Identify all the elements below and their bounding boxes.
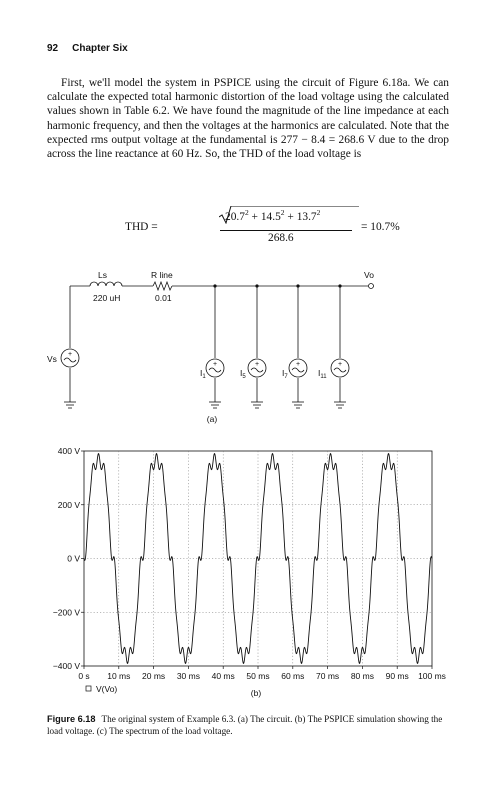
thd-equation — [47, 204, 449, 246]
legend-entry: V(Vo) — [96, 684, 118, 694]
svg-text:+: + — [212, 361, 218, 368]
equation-lhs: THD = — [125, 221, 158, 233]
plus-2: + — [287, 210, 294, 223]
source-label: Vs — [47, 354, 57, 364]
ticks — [53, 446, 446, 681]
equation-rhs: = 10.7% — [361, 221, 400, 233]
waveform-chart — [0, 440, 491, 702]
y-tick-label: −200 V — [52, 607, 80, 618]
svg-text:+: + — [295, 361, 301, 368]
resistor-symbol — [153, 282, 172, 290]
svg-text:+: + — [67, 351, 73, 358]
legend-marker — [86, 686, 91, 691]
current-source-label-7: $I_7$ — [282, 368, 288, 380]
figure-caption — [47, 714, 451, 737]
x-tick-label: 40 ms — [211, 671, 235, 681]
resistor-value: 0.01 — [155, 293, 172, 303]
term-2: 14.5 — [260, 210, 281, 223]
y-tick-label: −400 V — [52, 661, 80, 671]
x-tick-label: 50 ms — [246, 671, 270, 681]
x-tick-label: 0 s — [78, 671, 90, 681]
y-tick-label: 400 V — [57, 446, 80, 456]
page-header — [47, 43, 128, 54]
caption-label: Figure 6.18 — [47, 714, 96, 724]
y-tick-label: 0 V — [67, 553, 80, 564]
branch-i1 — [206, 286, 224, 408]
output-label: Vo — [364, 270, 374, 280]
term-3: 13.7 — [296, 210, 317, 223]
circuit-diagram — [0, 262, 491, 427]
output-terminal — [369, 284, 374, 289]
inductor-value: 220 uH — [93, 293, 121, 303]
inductor-label: Ls — [98, 270, 107, 280]
plus-1: + — [251, 210, 258, 223]
panel-label-b: (b) — [250, 688, 262, 698]
branch-i5 — [248, 286, 266, 408]
x-tick-label: 20 ms — [142, 671, 166, 681]
branch-i11 — [331, 286, 349, 408]
svg-text:+: + — [337, 361, 343, 368]
x-tick-label: 10 ms — [107, 671, 131, 681]
body-paragraph — [47, 76, 449, 161]
paragraph-text: First, we'll model the system in PSPICE using the circuit of Figure 6.18a. We can calculate the expected total harmonic distortion of the load voltage using the calculated values shown in Table 6.2. We have found the magnitude of the line impedance at each harmonic frequency, and then the voltages at the harmonics are calculated. Note that the expected rms output voltage at the fundamental is 277 − 8.4 = 268.6 V due to the drop across the line reactance at 60 Hz. So, the THD of the load voltage is — [47, 77, 449, 161]
chapter-title: Chapter Six — [72, 43, 128, 54]
branch-i7 — [289, 286, 307, 408]
x-tick-label: 30 ms — [176, 671, 200, 681]
resistor-label: R line — [151, 270, 173, 280]
inductor-symbol — [90, 282, 122, 286]
equation-numerator: 20.7$^2$ + 14.5$^2$ + 13.7$^2$ — [225, 208, 321, 223]
x-tick-label: 70 ms — [316, 671, 340, 681]
page-number: 92 — [47, 43, 59, 54]
equation-denominator: 268.6 — [268, 232, 294, 244]
x-tick-label: 100 ms — [418, 671, 446, 681]
x-tick-label: 60 ms — [281, 671, 305, 681]
panel-label-a: (a) — [206, 414, 218, 424]
svg-text:+: + — [254, 361, 260, 368]
y-tick-label: 200 V — [57, 499, 80, 510]
x-tick-label: 80 ms — [350, 671, 374, 681]
term-1: 20.7 — [225, 210, 245, 223]
current-source-label-1: $I_1$ — [200, 368, 206, 380]
x-tick-label: 90 ms — [385, 671, 409, 681]
current-source-label-5: $I_5$ — [240, 368, 246, 380]
caption-text: The original system of Example 6.3. (a) The circuit. (b) The PSPICE simulation showing the load voltage. (c) The spectrum of the load voltage. — [47, 714, 443, 736]
current-source-label-11: $I_{11}$ — [318, 368, 327, 380]
fraction-bar — [220, 230, 352, 231]
